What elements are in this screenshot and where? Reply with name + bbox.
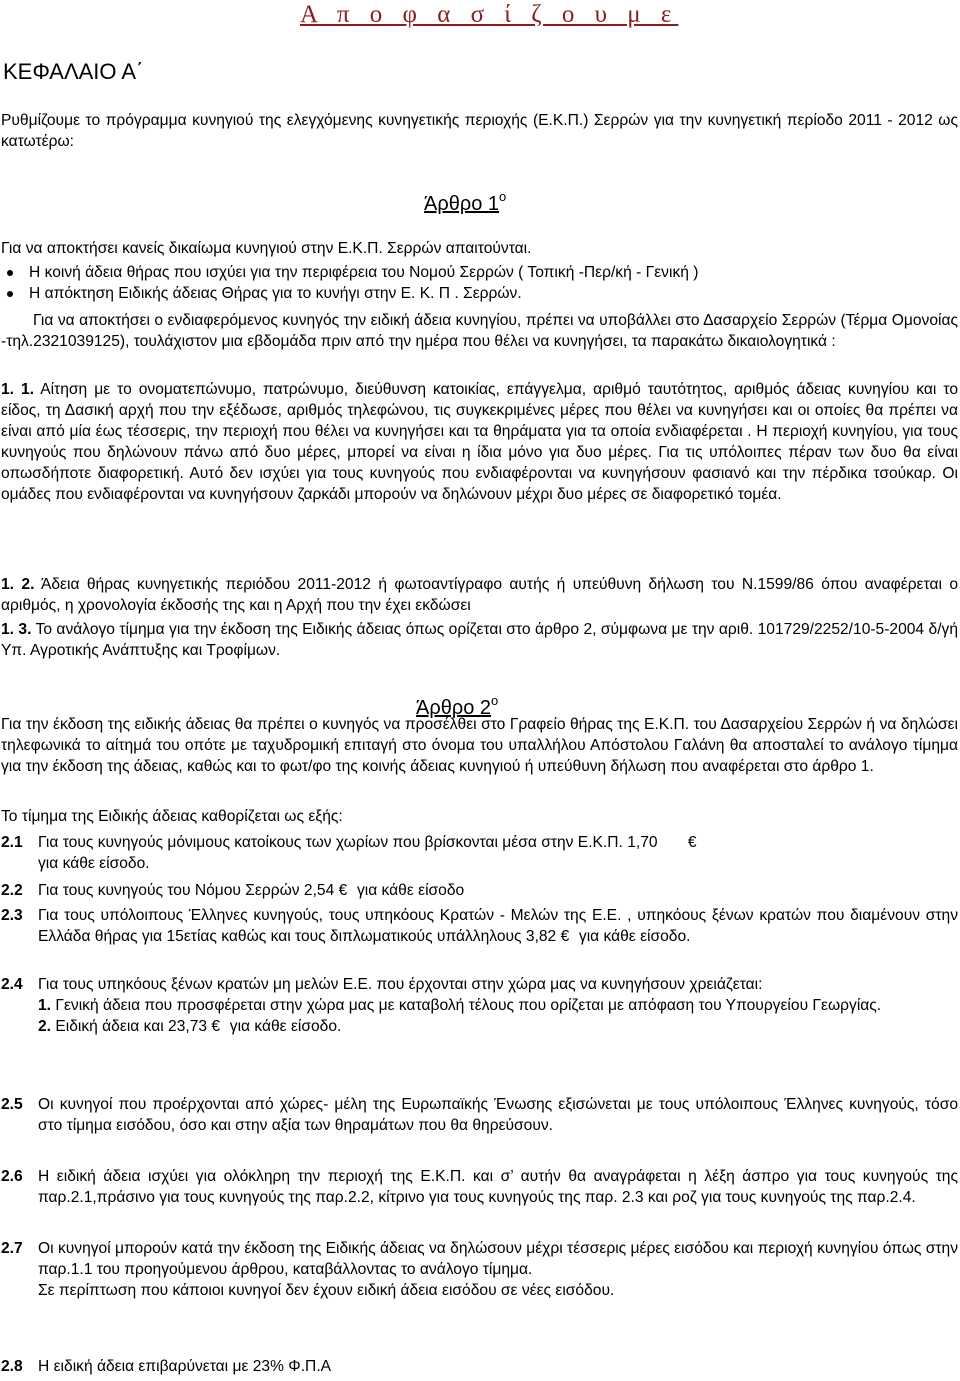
article-1-heading	[424, 185, 506, 216]
article-1-sup: ο	[499, 189, 507, 204]
item-1-3: 1. 3. Το ανάλογο τίμημα για την έκδοση της Ειδικής άδειας όπως ορίζεται στο άρθρο 2, σύμφωνα με την αριθ. 101729/2252/10-5-2004 δ/γή Υπ. Αγροτικής Ανάπτυξης και Τροφίμων.	[1, 621, 958, 659]
intro-paragraph: Ρυθμίζουμε το πρόγραμμα κυνηγιού της ελεγχόμενης κυνηγετικής περιοχής (Ε.Κ.Π.) Σερρών για την κυνηγετική περίοδο 2011 - 2012 ως κατωτέρω:	[1, 112, 958, 150]
item-2-7: 2.7 Οι κυνηγοί μπορούν κατά την έκδοση της Ειδικής άδειας να δηλώσουν μέχρι τέσσερις μέρες εισόδου και περιοχή κυνηγίου όπως στην παρ.1.1 του προηγούμενου άρθρου, καταβάλλοντας το ανάλογο τίμημα. Σε περίπτωση που κάποιοι κυνηγοί δεν έχουν ειδική άδεια εισόδου σε νέες εισόδου.	[1, 1240, 958, 1299]
article-1-lead: Για να αποκτήσει κανείς δικαίωμα κυνηγιού στην Ε.Κ.Π. Σερρών απαιτούνται.	[1, 240, 532, 257]
item-2-2: 2.2 Για τους κυνηγούς του Νόμου Σερρών 2,54 € για κάθε είσοδο	[1, 882, 465, 899]
list-item: Η κοινή άδεια θήρας που ισχύει για την περιφέρεια του Νομού Σερρών ( Τοπική -Περ/κή - Γενική )	[1, 262, 958, 283]
euro-icon: €	[687, 834, 697, 851]
article-2-paragraph: Για την έκδοση της ειδικής άδειας θα πρέπει ο κυνηγός να προσέλθει στο Γραφείο θήρας της Ε.Κ.Π. του Δασαρχείου Σερρών ή να δηλώσει τηλεφωνικά το αίτημά του οπότε με ταχυδρομική επιταγή στο όνομα του υπαλλήλου Απόστολου Γαλάνη θα αποσταλεί το ανάλογο τίμημα για την έκδοση της άδειας, καθώς και το φωτ/φο της κοινής άδειας κυνηγιού ή υπεύθυνη δήλωση που αναφέρεται στο άρθρο 1.	[1, 716, 958, 775]
article-1-label: Άρθρο 1	[424, 193, 500, 215]
article-2-label: Άρθρο 2	[416, 697, 492, 719]
requirements-list	[1, 262, 958, 304]
item-1-2: 1. 2. Άδεια θήρας κυνηγετικής περιόδου 2011-2012 ή φωτοαντίγραφο αυτής ή υπεύθυνη δήλωση του Ν.1599/86 όπου αναφέρεται ο αριθμός, η χρονολογία έκδοσής της και η Αρχή που την έχει εκδώσει	[1, 576, 958, 614]
item-2-1: 2.1 Για τους κυνηγούς μόνιμους κατοίκους των χωρίων που βρίσκονται μέσα στην Ε.Κ.Π. 1,70 € για κάθε είσοδο.	[1, 832, 958, 874]
item-2-5: 2.5 Οι κυνηγοί που προέρχονται από χώρες- μέλη της Ευρωπαϊκής Ένωσης εξισώνεται με τους υπόλοιπους Έλληνες κυνηγούς, τόσο στο τίμημα εισόδου, όσο και στην αξία των θηραμάτων που θα θηρεύσουν.	[1, 1096, 958, 1134]
item-2-4: 2.4 Για τους υπηκόους ξένων κρατών μη μελών Ε.Ε. που έρχονται στην χώρα μας να κυνηγήσουν χρειάζεται: 1. Γενική άδεια που προσφέρεται στην χώρα μας με καταβολή τέλους που ορίζεται με απόφαση του Υπουργείου Γεωργίας. 2. Ειδική άδεια και 23,73 € για κάθε είσοδο.	[1, 976, 882, 1035]
bullet-icon	[7, 291, 13, 297]
article-2-lead: Το τίμημα της Ειδικής άδειας καθορίζεται ως εξής:	[1, 808, 343, 825]
item-2-3: 2.3 Για τους υπόλοιπους Έλληνες κυνηγούς, τους υπηκόους Κρατών - Μελών της Ε.Ε. , υπηκόους ξένων κρατών που διαμένουν στην Ελλάδα θήρας για 15ετίας καθώς και τους διπλωματικούς υπάλληλους 3,82 € για κάθε είσοδο.	[1, 907, 958, 945]
item-1-1: 1. 1. Αίτηση με το ονοματεπώνυμο, πατρώνυμο, διεύθυνση κατοικίας, επάγγελμα, αριθμό ταυτότητος, αριθμός άδειας κυνηγίου και το είδος, τη Δασική αρχή που την εξέδωσε, αριθμός τηλεφώνου, τις συγκεκριμένες μέρες που θέλει να κυνηγήσει και οι οποίες θα πρέπει να είναι από μία έως τέσσερις, την περιοχή που θέλει να κυνηγήσει και τα θηράματα για τα οποία ενδιαφέρεται . Η περιοχή κυνηγίου, για τους κυνηγούς που δηλώνουν πάνω από δυο μέρες, μπορεί να είναι η ίδια μόνο για δυο μέρες. Για τις υπόλοιπες πέραν των δυο θα είναι οπωσδήποτε διαφορετική. Αυτό δεν ισχύει για τους κυνηγούς που ενδιαφέρονται να κυνηγήσουν φασιανό και την πέρδικα τσούκαρ. Οι ομάδες που ενδιαφέρονται να κυνηγήσουν ζαρκάδι μπορούν να δηλώνουν μέχρι δυο μέρες σε διαφορετικό τομέα.	[1, 381, 958, 503]
article-1-paragraph: Για να αποκτήσει ο ενδιαφερόμενος κυνηγός την ειδική άδεια κυνηγίου, πρέπει να υποβάλλει στο Δασαρχείο Σερρών (Τέρμα Ομονοίας -τηλ.2321039125), τουλάχιστον μια εβδομάδα πριν από την ημέρα που θέλει να κυνηγήσει, τα παρακάτω δικαιολογητικά :	[1, 312, 958, 350]
euro-icon: €	[338, 882, 348, 899]
article-2-sup: ο	[491, 693, 499, 708]
euro-icon: €	[560, 928, 570, 945]
euro-icon: €	[211, 1018, 221, 1035]
list-item: Η απόκτηση Ειδικής άδειας Θήρας για το κυνήγι στην Ε. Κ. Π . Σερρών.	[1, 283, 958, 304]
bullet-icon	[7, 270, 13, 276]
item-2-8: 2.8 Η ειδική άδεια επιβαρύνεται με 23% Φ.Π.Α	[1, 1358, 332, 1375]
page-title: Α π ο φ α σ ί ζ ο υ μ ε	[300, 1, 679, 28]
item-2-6: 2.6 Η ειδική άδεια ισχύει για ολόκληρη την περιοχή της Ε.Κ.Π. και σ’ αυτήν θα αναγράφεται η λέξη άσπρο για τους κυνηγούς της παρ.2.1,πράσινο για τους κυνηγούς της παρ.2.2, κίτρινο για τους κυνηγούς της παρ. 2.3 και ροζ για τους κυνηγούς της παρ.2.4.	[1, 1168, 958, 1206]
chapter-heading: ΚΕΦΑΛΑΙΟ Α΄	[3, 59, 144, 84]
